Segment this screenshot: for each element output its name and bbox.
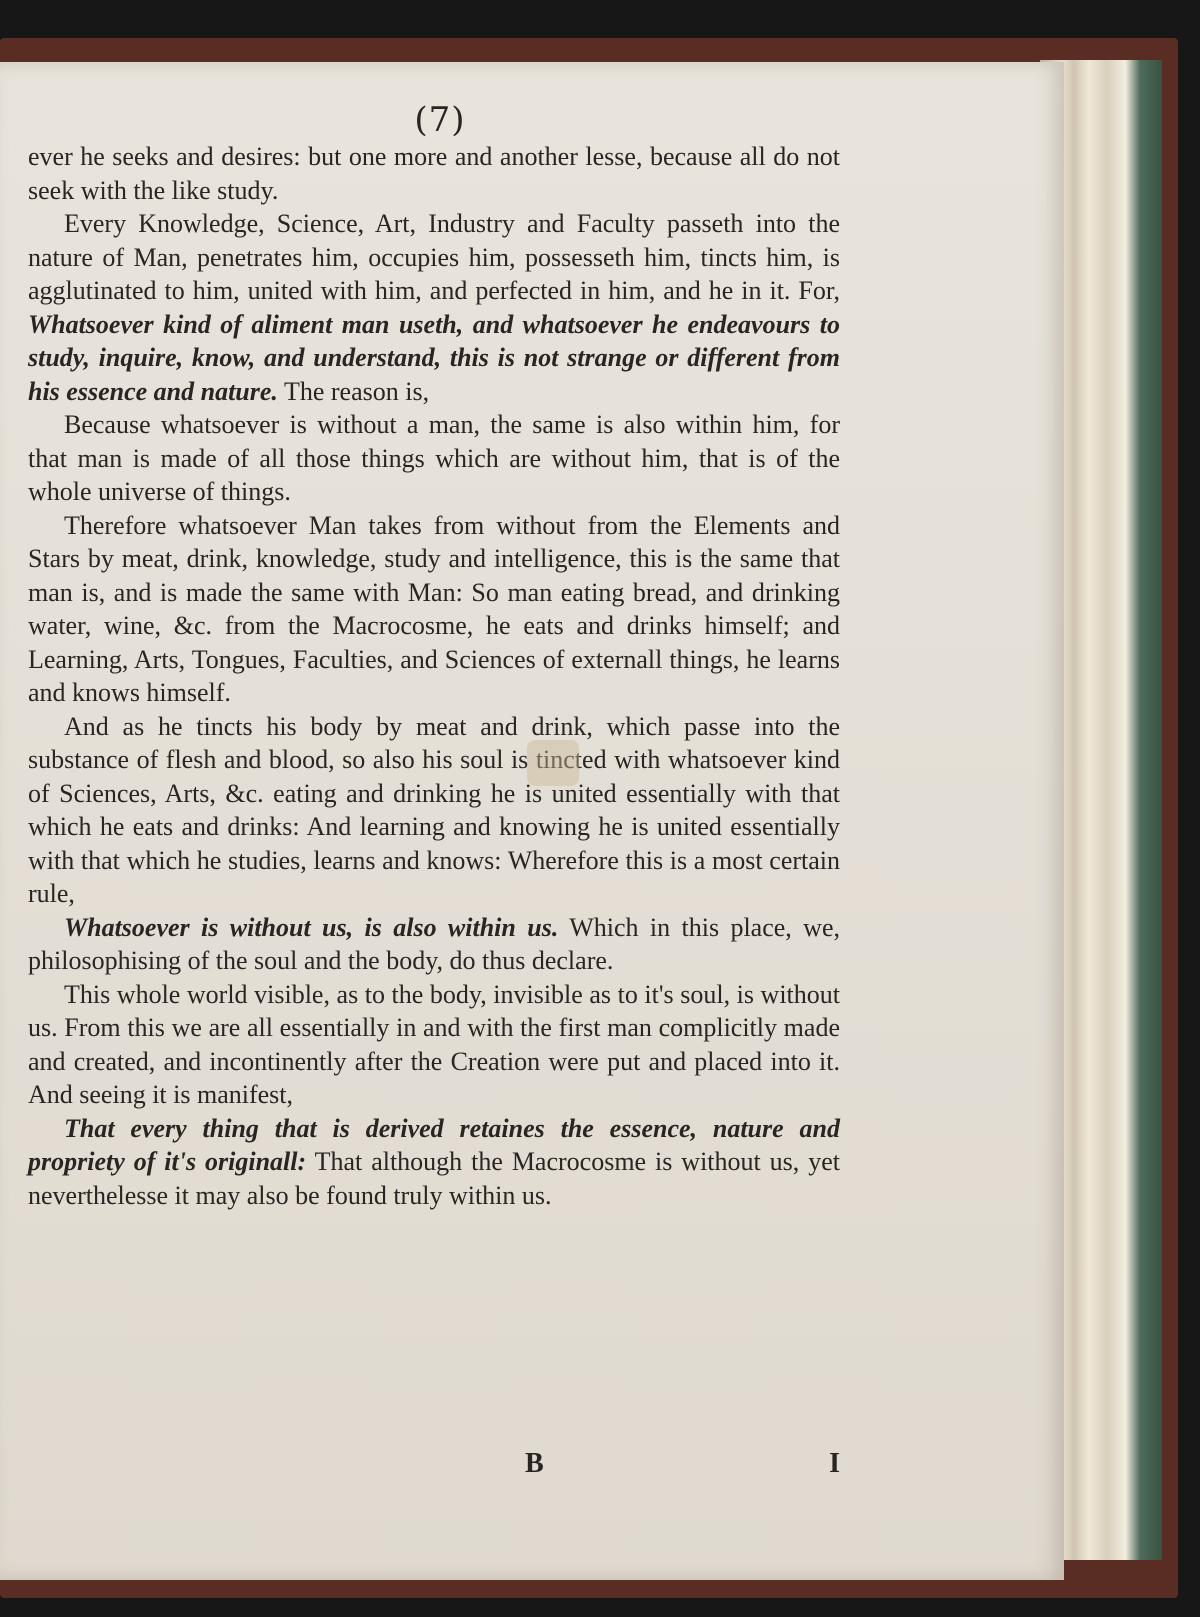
italic-text: That every thing that is derived retaines the essence, nature and propriety of it's originall: <box>28 1113 840 1176</box>
paragraph <box>28 978 840 1112</box>
text-segment: Therefore whatsoever Man takes from without from the Elements and Stars by meat, drink, knowledge, study and intelligence, this is the same that man is, and is made the same with Man: So man eating bread, and drinking water, wine, &c. from the Macrocosme, he eats and drinks himself; and Learning, Arts, Tongues, Faculties, and Sciences of externall things, he learns and knows himself. <box>28 510 840 707</box>
paragraph <box>28 140 840 207</box>
paragraph <box>28 911 840 978</box>
paper-stain <box>527 740 579 786</box>
text-segment: This whole world visible, as to the body, invisible as to it's soul, is without us. From this we are all essentially in and with the first man complicitly made and created, and incontinently after the Creation were put and placed into it. And seeing it is manifest, <box>28 979 840 1109</box>
body-text <box>28 140 840 1212</box>
paragraph <box>28 710 840 911</box>
text-segment: Because whatsoever is without a man, the same is also within him, for that man is made of all those things which are without him, that is of the whole universe of things. <box>28 410 840 506</box>
signature-mark: B <box>525 1448 544 1479</box>
text-segment: And as he tincts his body by meat and drink, which passe into the substance of flesh and blood, so also his soul is tincted with whatsoever kind of Sciences, Arts, &c. eating and drinking he is united essentially with that which he eats and drinks: And learning and knowing he is united essentially with that which he studies, learns and knows: Wherefore this is a most certain rule, <box>28 711 840 908</box>
text-segment: ever he seeks and desires: but one more and another lesse, because all do not seek with the like study. <box>28 142 840 205</box>
paragraph <box>28 1112 840 1213</box>
catchword: I <box>829 1448 840 1479</box>
text-segment: Every Knowledge, Science, Art, Industry and Faculty passeth into the nature of Man, penetrates him, occupies him, possesseth him, tincts him, is agglutinated to him, united with him, and perfected in him, and he in it. For, <box>28 209 840 305</box>
paragraph <box>28 408 840 509</box>
page-number: (7) <box>414 100 466 140</box>
paragraph <box>28 509 840 710</box>
text-segment: The reason is, <box>277 376 430 406</box>
text-segment: Which in this place, we, philosophising of the soul and the body, do thus declare. <box>28 912 840 975</box>
italic-text: Whatsoever kind of aliment man useth, and whatsoever he endeavours to study, inquire, know, and understand, this is not strange or different from his essence and nature. <box>28 309 840 406</box>
paragraph <box>28 207 840 408</box>
italic-text: Whatsoever is without us, is also within us. <box>64 912 559 942</box>
text-segment: That although the Macrocosme is without us, yet neverthelesse it may also be found truly within us. <box>28 1147 840 1210</box>
page-footer <box>28 1448 840 1488</box>
